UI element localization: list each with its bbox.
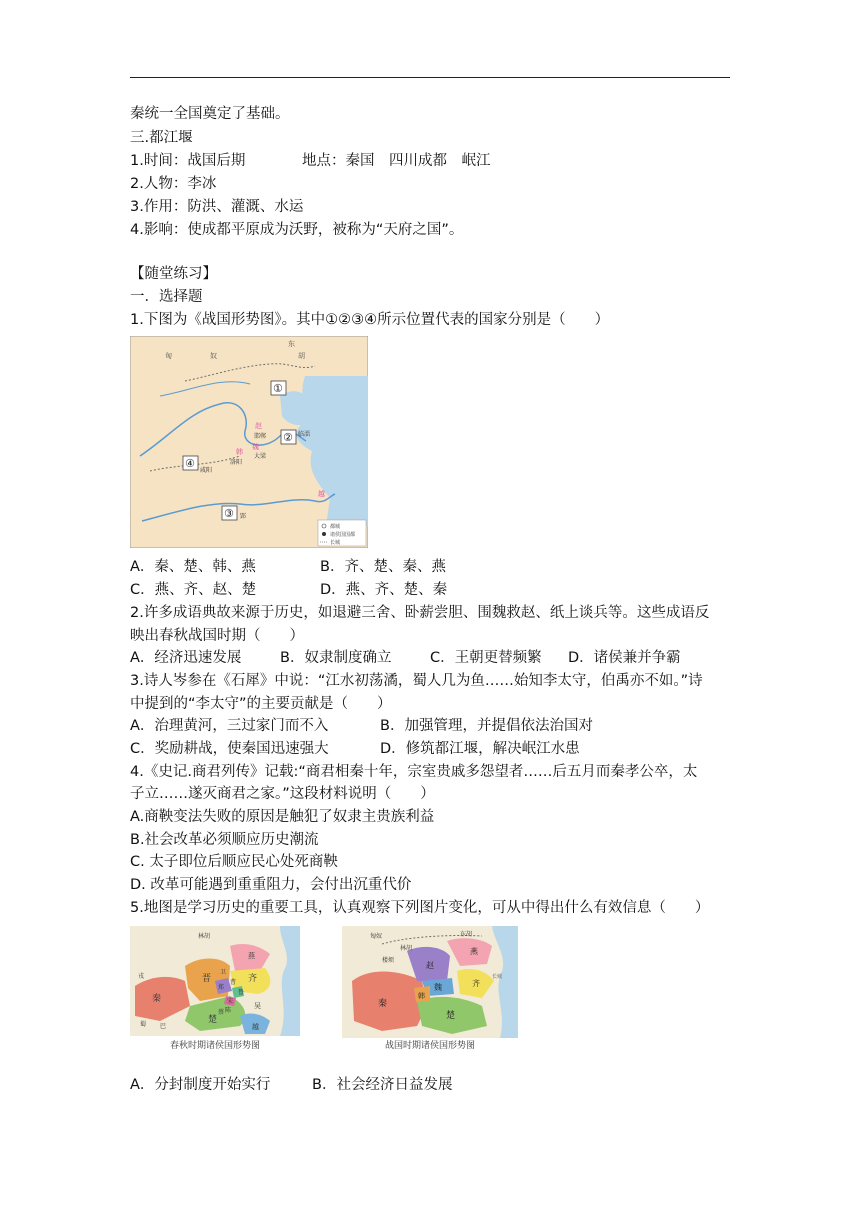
- map-label: 赵: [255, 422, 262, 430]
- q2-option-a: A．经济迅速发展: [130, 650, 242, 666]
- spring-autumn-map: [130, 926, 300, 1052]
- text-line: 4.影响：使成都平原成为沃野，被称为“天府之国”。: [130, 222, 464, 238]
- map-label: 胡: [298, 352, 305, 360]
- q3-option-d: D．修筑都江堰，解决岷江水患: [380, 741, 580, 757]
- map-label: 巴: [160, 1023, 167, 1030]
- section-heading: 三.都江堰: [130, 130, 193, 146]
- map-label: 鲁: [238, 989, 245, 996]
- marker-3: [222, 506, 237, 520]
- svg-text:都城: 都城: [330, 524, 341, 530]
- svg-text:④: ④: [185, 457, 195, 470]
- map-label: 郑: [218, 984, 225, 991]
- question-1: 1.下图为《战国形势图》。其中①②③④所示位置代表的国家分别是（ ）: [130, 312, 610, 328]
- map-label: 楚: [446, 1011, 456, 1021]
- text-line: 3.作用：防洪、灌溉、水运: [130, 199, 304, 215]
- svg-text:③: ③: [224, 507, 234, 520]
- q2-option-b: B．奴隶制度确立: [280, 650, 392, 666]
- q2-option-c: C．王朝更替频繁: [430, 650, 542, 666]
- svg-text:①: ①: [273, 382, 283, 395]
- q4-option-a: A.商鞅变法失败的原因是触犯了奴隶主贵族利益: [130, 809, 435, 825]
- q5-option-b: B．社会经济日益发展: [312, 1077, 453, 1093]
- map-label: 吴: [254, 1002, 261, 1010]
- q4-option-b: B.社会改革必须顺应历史潮流: [130, 832, 319, 848]
- text-line: 2.人物：李冰: [130, 176, 217, 192]
- marker-1: [271, 381, 286, 395]
- warring-states-map: [130, 336, 368, 548]
- map-label: 燕: [248, 952, 255, 960]
- map-label: 戎: [138, 973, 145, 980]
- svg-text:②: ②: [283, 431, 293, 444]
- map-caption: 春秋时期诸侯国形势图: [169, 1041, 261, 1051]
- map-label: 秦: [152, 994, 162, 1004]
- q1-option-c: C．燕、齐、赵、楚: [130, 582, 257, 598]
- map-label: 魏: [434, 983, 442, 992]
- map-label: 秦: [378, 999, 388, 1009]
- question-2: 2.许多成语典故来源于历史，如退避三舍、卧薪尝胆、围魏救赵、纸上谈兵等。这些成语反: [130, 605, 710, 621]
- marker-2: [281, 430, 296, 444]
- map-label: 燕: [470, 947, 478, 956]
- map-label: 越: [252, 1023, 259, 1031]
- q1-option-b: B．齐、楚、秦、燕: [320, 559, 446, 575]
- q4-option-c: C. 太子即位后顺应民心处死商鞅: [130, 854, 338, 870]
- q3-option-b: B．加强管理，并提倡依法治国对: [380, 718, 593, 734]
- map-label: 匈: [165, 352, 172, 360]
- map-label: 洛阳: [230, 459, 243, 466]
- map-label: 魏: [252, 443, 259, 451]
- map-label: 晋: [202, 974, 212, 984]
- marker-4: [183, 456, 198, 470]
- q3-option-a: A．治理黄河，三过家门而不入: [130, 718, 329, 734]
- map-label: 奴: [210, 352, 217, 360]
- q1-option-d: D．燕、齐、楚、秦: [320, 582, 448, 598]
- map-label: 郢: [240, 513, 247, 520]
- text-line: 地点：秦国 四川成都 岷江: [302, 153, 491, 169]
- map-label: 林胡: [198, 933, 211, 940]
- map-label: 陈: [225, 1007, 232, 1014]
- map-label: 齐: [248, 974, 258, 984]
- practice-heading: 【随堂练习】: [130, 266, 217, 282]
- q1-option-a: A．秦、楚、韩、燕: [130, 559, 256, 575]
- q3-option-c: C．奖励耕战，使秦国迅速强大: [130, 741, 329, 757]
- svg-text:长城: 长城: [330, 540, 341, 546]
- question-3: 3.诗人岑参在《石犀》中说：“江水初荡潏，蜀人几为鱼……始知李太守，伯禹亦不如。”诗: [130, 673, 703, 689]
- map-label: 长城: [492, 974, 503, 980]
- map-label: 林胡: [400, 945, 413, 952]
- map-label: 蔡: [218, 1009, 225, 1016]
- map-label: 邯郸: [254, 433, 267, 440]
- map-label: 赵: [426, 961, 434, 970]
- q5-option-a: A．分封制度开始实行: [130, 1077, 271, 1093]
- map-label: 韩: [418, 992, 425, 1000]
- question-4-cont: 子立……遂灭商君之家。”这段材料说明（ ）: [130, 786, 435, 802]
- question-3-cont: 中提到的“李太守”的主要贡献是（ ）: [130, 696, 392, 712]
- map-label: 齐: [472, 979, 480, 988]
- map-label: 宋: [227, 998, 234, 1005]
- map-label: 临淄: [298, 431, 311, 438]
- map-label: 曹: [230, 979, 237, 986]
- map-label: 咸阳: [200, 467, 213, 474]
- warring-states-colored-map: [342, 926, 518, 1052]
- map-label: 韩: [236, 448, 243, 456]
- header-rule: [130, 77, 730, 78]
- map-label: 匈奴: [370, 933, 383, 940]
- question-4: 4.《史记.商君列传》记载:“商君相秦十年，宗室贵戚多怨望者……后五月而秦孝公卒，太: [130, 764, 698, 780]
- map-legend: [318, 520, 366, 546]
- map-label: 大梁: [254, 453, 267, 460]
- text-line: 1.时间：战国后期: [130, 153, 246, 169]
- svg-text:诸侯国国都: 诸侯国国都: [330, 532, 356, 538]
- q4-option-d: D. 改革可能遇到重重阻力，会付出沉重代价: [130, 877, 412, 893]
- map-label: 东胡: [460, 931, 473, 938]
- map-label: 越: [318, 490, 325, 498]
- map-label: 蜀: [140, 1021, 147, 1028]
- map-label: 楚: [208, 1015, 218, 1025]
- q2-option-d: D．诸侯兼并争霸: [568, 650, 681, 666]
- question-5: 5.地图是学习历史的重要工具，认真观察下列图片变化，可从中得出什么有效信息（ ）: [130, 900, 710, 916]
- map-caption: 战国时期诸侯国形势图: [384, 1041, 476, 1051]
- section-heading: 一．选择题: [130, 289, 203, 305]
- question-2-cont: 映出春秋战国时期（ ）: [130, 628, 304, 644]
- map-label: 东: [288, 340, 295, 348]
- map-label: 卫: [220, 969, 227, 976]
- map-label: 楼烦: [382, 957, 395, 964]
- text-line: 秦统一全国奠定了基础。: [130, 106, 290, 122]
